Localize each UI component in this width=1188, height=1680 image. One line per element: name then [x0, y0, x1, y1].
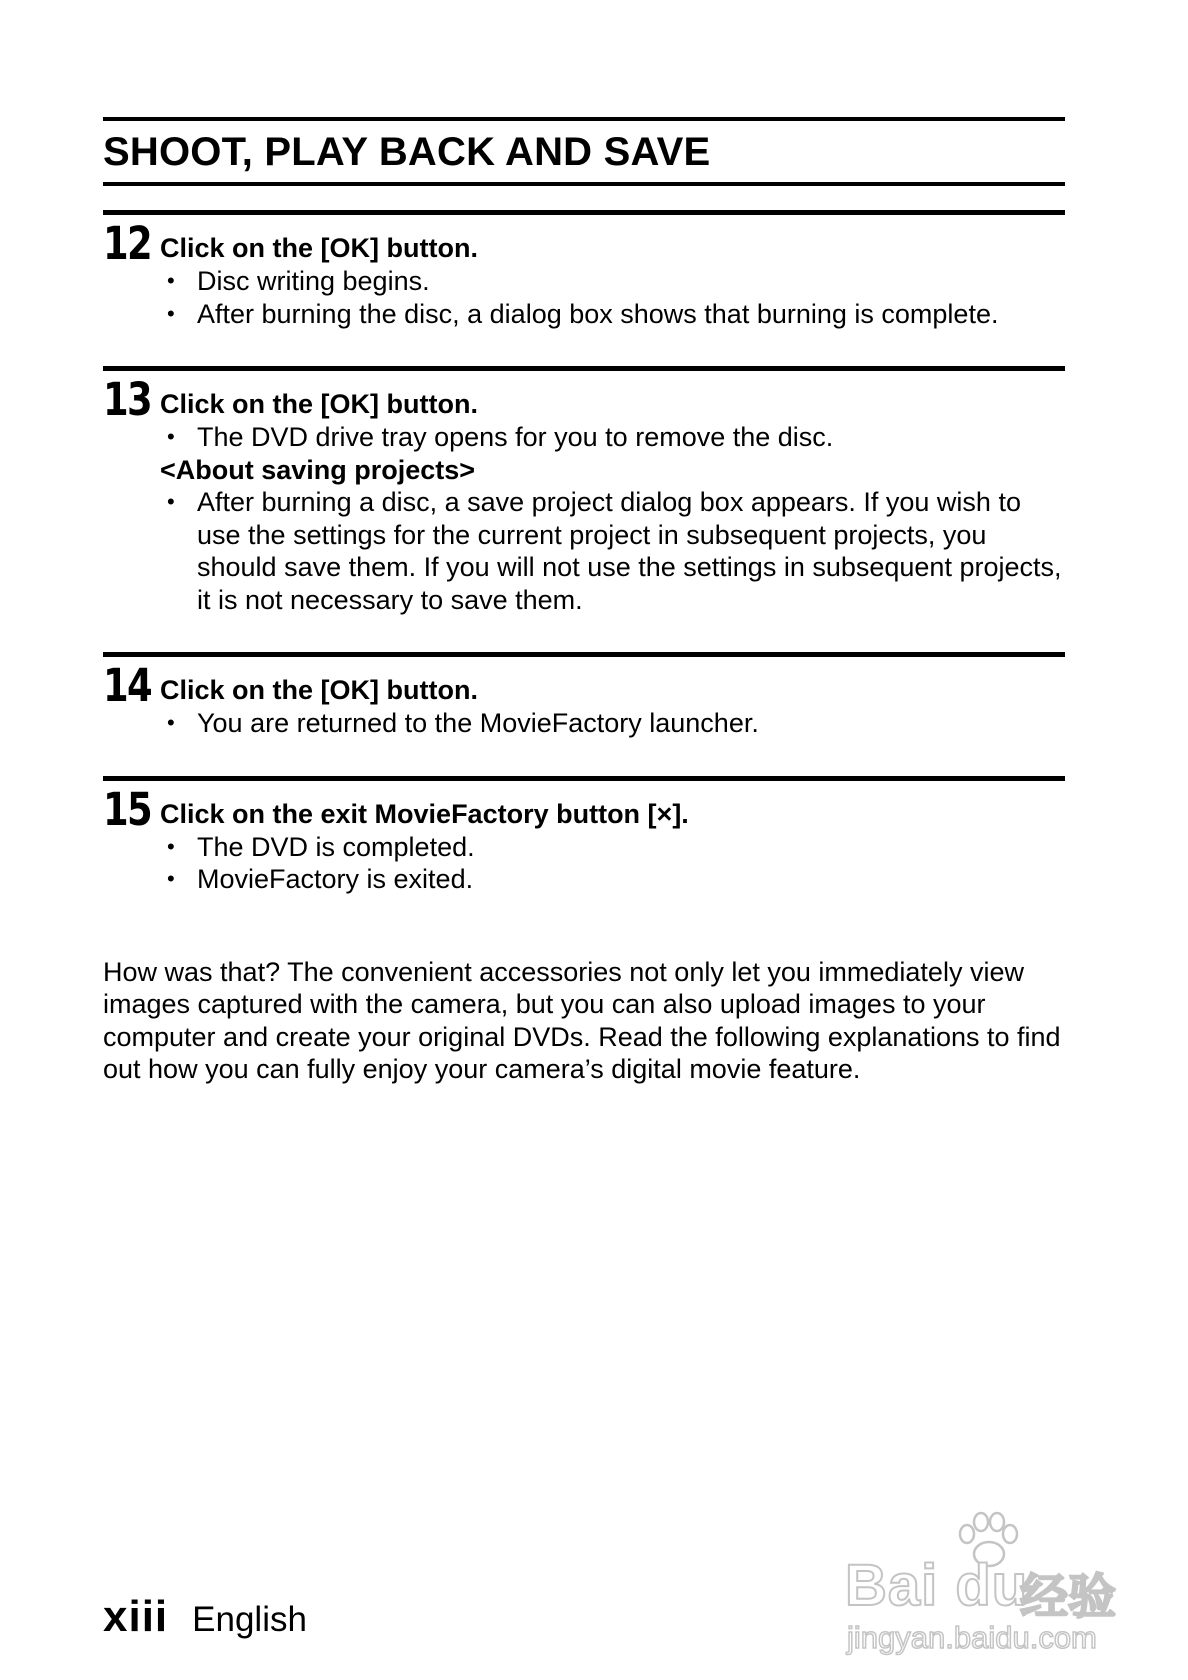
step-body — [103, 265, 1065, 330]
step-heading — [103, 781, 1065, 836]
bullet-icon: • — [167, 424, 175, 449]
list-item — [160, 421, 1065, 454]
page-footer — [103, 1592, 307, 1642]
step-15 — [103, 776, 1065, 896]
list-item — [160, 707, 1065, 740]
bullet-icon: • — [167, 268, 175, 293]
list-item — [160, 298, 1065, 331]
list-item-text: MovieFactory is exited. — [197, 864, 474, 894]
list-item-text: You are returned to the MovieFactory launcher. — [197, 708, 759, 738]
page-title: SHOOT, PLAY BACK AND SAVE — [103, 130, 711, 174]
page-number: xiii — [103, 1592, 169, 1641]
list-item — [160, 863, 1065, 896]
list-item-text: The DVD drive tray opens for you to remove the disc. — [197, 422, 834, 452]
manual-page — [103, 117, 1065, 1113]
watermark-chinese: 经验 — [1020, 1571, 1117, 1624]
step-number: 15 — [103, 782, 152, 836]
step-title: Click on the [OK] button. — [160, 389, 478, 419]
step-heading — [103, 215, 1065, 270]
list-item-text: Disc writing begins. — [197, 266, 430, 296]
bullet-icon: • — [167, 866, 175, 891]
list-item-text: After burning the disc, a dialog box shows that burning is complete. — [197, 298, 999, 329]
step-14 — [103, 652, 1065, 740]
step-title: Click on the [OK] button. — [160, 675, 478, 705]
list-item — [160, 486, 1065, 616]
closing-paragraph: How was that? The convenient accessories not only let you immediately view images captured with the camera, but you can also upload images to your computer and create your original DVDs. Read the following explanations to find out how you can fully enjoy your camera’s digital movie feature. — [103, 956, 1061, 1084]
step-13 — [103, 366, 1065, 616]
step-title: Click on the exit MovieFactory button [×]. — [160, 798, 689, 829]
watermark-brand: Bai du — [845, 1553, 1029, 1618]
step-number: 12 — [103, 217, 152, 270]
list-item-text: The DVD is completed. — [197, 831, 475, 862]
bullet-icon: • — [167, 710, 175, 735]
section-header — [103, 117, 1065, 186]
step-body — [103, 831, 1065, 896]
step-number: 14 — [103, 659, 152, 712]
step-body — [103, 707, 1065, 740]
baidu-jingyan-watermark — [845, 1510, 1125, 1660]
language-label: English — [192, 1600, 307, 1639]
bullet-icon: • — [167, 489, 175, 514]
bullet-list — [160, 831, 1065, 896]
list-item — [160, 831, 1065, 864]
bullet-list — [160, 421, 1065, 454]
step-number: 13 — [103, 373, 152, 426]
bullet-icon: • — [167, 300, 175, 326]
subheading-saving-projects: <About saving projects> — [160, 454, 476, 485]
step-heading — [103, 657, 1065, 712]
list-item-text: After burning a disc, a save project dialog box appears. If you wish to use the settings for the current project in subsequent projects, you should save them. If you will not use the settings in subsequent projects, it is not necessary to save them. — [197, 487, 1062, 615]
step-12 — [103, 210, 1065, 330]
step-body — [103, 421, 1065, 616]
bullet-list — [160, 486, 1065, 616]
bullet-list — [160, 265, 1065, 330]
bullet-list — [160, 707, 1065, 740]
step-heading — [103, 371, 1065, 426]
bullet-icon: • — [167, 833, 175, 859]
watermark-url: jingyan.baidu.com — [847, 1620, 1097, 1655]
step-title: Click on the [OK] button. — [160, 233, 478, 263]
list-item — [160, 265, 1065, 298]
